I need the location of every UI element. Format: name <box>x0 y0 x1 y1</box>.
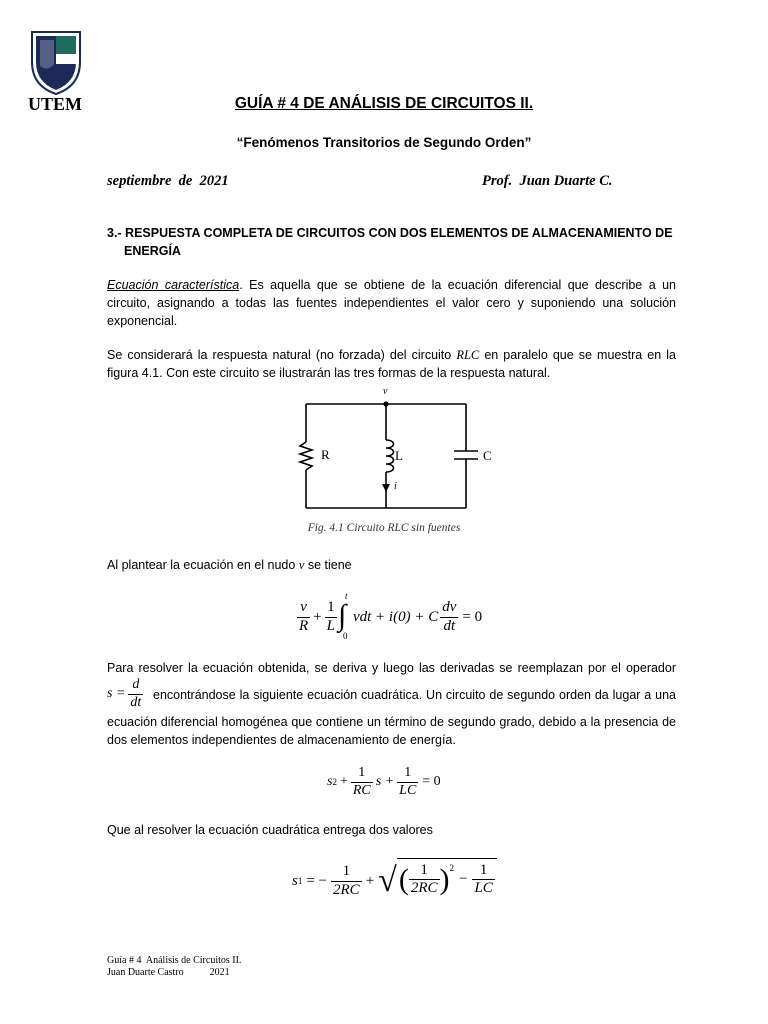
document-author: Prof. Juan Duarte C. <box>482 173 613 189</box>
eq3-2RC-a: 2RC <box>333 881 360 898</box>
integral-upper: t <box>344 591 348 601</box>
eq2-rhs: = 0 <box>422 774 441 789</box>
footer-line2 <box>107 967 241 979</box>
paragraph-3-text-b: se tiene <box>304 558 352 572</box>
footer-line1: Guía # 4 Análisis de Circuitos II. <box>107 955 242 966</box>
logo-text: UTEM <box>28 94 82 114</box>
paragraph-node-equation <box>107 556 352 574</box>
capacitor-label: C <box>483 448 492 463</box>
utem-logo <box>28 28 84 96</box>
document-date: septiembre de 2021 <box>107 173 229 189</box>
footer-author: Juan Duarte Castro <box>107 967 184 978</box>
eq2-one-b: 1 <box>397 765 418 782</box>
paragraph-3-text-a: Al plantear la ecuación en el nudo <box>107 558 299 572</box>
section-heading <box>107 224 677 260</box>
utem-shield-icon <box>28 28 84 96</box>
equation-node: $\frac{v}{R}$ + $\frac{1}{L}$ ∫ t 0 vdt + i(0) + C $\frac{dv}{dt}$ = 0 <box>299 591 483 641</box>
operator-d: d <box>128 677 143 694</box>
equation-characteristic <box>327 762 441 802</box>
sqrt-body: ( $\frac{1}{2RC}$ ) $^2$ − $\frac{1}{LC}$ <box>397 858 497 899</box>
paragraph-characteristic-equation <box>107 276 676 330</box>
eq2-plus: + <box>339 774 348 789</box>
inductor-symbol <box>386 440 394 472</box>
current-label-i: i <box>394 481 397 492</box>
paragraph-natural-response <box>107 346 676 382</box>
paragraph-4-line1: Para resolver la ecuación obtenida, se deriva y luego las derivadas se reemplazan por el operador <box>107 661 676 675</box>
paragraph-two-values: Que al resolver la ecuación cuadrática entrega dos valores <box>107 823 433 837</box>
eq2-s: s <box>327 774 333 789</box>
footer-year: 2021 <box>209 967 230 978</box>
eq3-plus: + <box>365 872 375 889</box>
current-arrow-icon <box>382 484 390 492</box>
paragraph-4-rest: ecuación diferencial homogénea que contiene un término de segundo grado, debido a la presencia de dos elementos independientes de almacenamiento de energía. <box>107 715 676 747</box>
integral-lower: 0 <box>342 631 348 641</box>
sqrt-icon: √ <box>378 862 397 899</box>
eq1-dt: dt <box>443 617 456 634</box>
eq3-LC: LC <box>474 880 493 896</box>
eq3-one-b: 1 <box>409 862 440 880</box>
equation-root-s1 <box>292 855 497 907</box>
eq3-sq: 2 <box>449 862 454 873</box>
operator-dt: dt <box>130 694 142 710</box>
eq1-rhs: = 0 <box>462 608 483 625</box>
node-label-v: v <box>383 386 388 397</box>
paragraph-4-after-operator: encontrándose la siguiente ecuación cuadrática. Un circuito de segundo orden da lugar a una <box>153 688 676 702</box>
eq1-integrand: vdt + i(0) + C <box>352 608 439 625</box>
eq2-s-mid: s + <box>375 774 395 789</box>
eq2-LC: LC <box>399 782 417 798</box>
term-characteristic-equation: Ecuación característica <box>107 278 240 292</box>
inductor-label: L <box>395 448 403 463</box>
section-heading-line1: 3.- RESPUESTA COMPLETA DE CIRCUITOS CON DOS ELEMENTOS DE ALMACENAMIENTO DE <box>107 226 673 240</box>
eq1-R: R <box>299 617 309 634</box>
figure-caption: Fig. 4.1 Circuito RLC sin fuentes <box>307 522 461 534</box>
resistor-symbol <box>300 442 312 470</box>
eq1-L: L <box>326 617 335 634</box>
operator-s: s = <box>107 686 126 701</box>
integral-sign: ∫ t 0 <box>337 591 348 641</box>
footer <box>107 955 241 979</box>
eq3-one-c: 1 <box>472 862 494 880</box>
eq3-one-a: 1 <box>331 863 362 881</box>
section-heading-line2: ENERGÍA <box>124 244 181 258</box>
resistor-label: R <box>321 447 330 462</box>
eq1-one: 1 <box>325 599 337 617</box>
node-v-dot <box>383 401 388 406</box>
paragraph-1-text: . Es aquella que se obtiene de la ecuación diferencial que describe a un circuito, asignando a todas las fuentes independientes el valor cero y suponiendo una solución exponencial. <box>107 278 676 328</box>
rlc-variable: RLC <box>456 348 480 362</box>
eq3-s: s <box>292 872 298 889</box>
node-variable-v: v <box>298 558 305 572</box>
eq1-dv: dv <box>440 599 458 617</box>
eq1-v: v <box>297 599 310 617</box>
paragraph-2-text-a: Se considerará la respuesta natural (no forzada) del circuito <box>107 348 457 362</box>
paragraph-2-text-b: en paralelo que se muestra en la figura 4.1. Con este circuito se ilustrarán las tres formas de la respuesta natural. <box>107 348 676 380</box>
eq3-eq-minus: = − <box>306 872 328 889</box>
eq3-sub: 1 <box>297 876 303 886</box>
page-subtitle: “Fenómenos Transitorios de Segundo Orden” <box>236 135 532 150</box>
eq3-minus: − <box>459 871 468 887</box>
eq2-RC: RC <box>352 782 371 798</box>
eq2-sq: 2 <box>332 777 337 787</box>
eq3-2RC-b: 2RC <box>410 880 438 896</box>
page-title: GUÍA # 4 DE ANÁLISIS DE CIRCUITOS II. <box>234 95 534 112</box>
figure-rlc-circuit <box>290 386 510 516</box>
eq2-one-a: 1 <box>351 765 373 782</box>
operator-s-d-dt <box>107 676 143 712</box>
